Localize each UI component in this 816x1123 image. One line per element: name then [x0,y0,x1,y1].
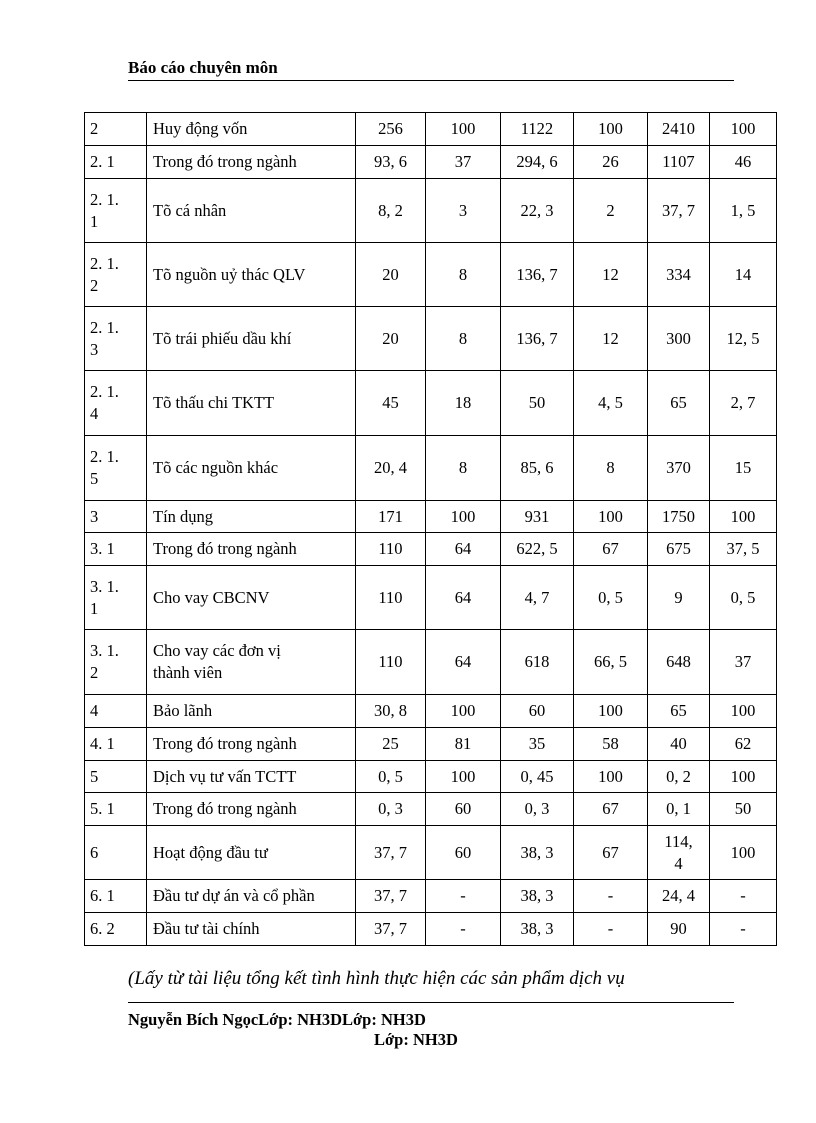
table-row [85,728,777,761]
value-cell: 114, 4 [648,826,710,880]
value-cell: 12, 5 [710,307,777,371]
table-row [85,371,777,436]
table-row [85,826,777,880]
value-cell: 110 [356,630,426,695]
row-number-cell: 6. 1 [85,880,147,913]
value-cell: 37, 5 [710,533,777,566]
value-cell: 931 [501,501,574,533]
value-cell: 22, 3 [501,179,574,243]
table-row [85,436,777,501]
table-row [85,630,777,695]
value-cell: 1122 [501,113,574,146]
value-cell: 50 [710,793,777,826]
value-cell: 40 [648,728,710,761]
value-cell: 37, 7 [356,826,426,880]
value-cell: 4, 5 [574,371,648,436]
value-cell: 38, 3 [501,826,574,880]
value-cell: 60 [426,826,501,880]
value-cell: 62 [710,728,777,761]
value-cell: 46 [710,146,777,179]
row-number-cell: 3 [85,501,147,533]
value-cell: 0, 1 [648,793,710,826]
row-name-cell: Tõ nguồn uỷ thác QLV [147,243,356,307]
value-cell: 64 [426,630,501,695]
value-cell: 90 [648,913,710,946]
value-cell: 60 [426,793,501,826]
row-name-cell: Bảo lãnh [147,695,356,728]
value-cell: 2410 [648,113,710,146]
row-number-cell: 2. 1. 2 [85,243,147,307]
value-cell: 2 [574,179,648,243]
value-cell: 100 [426,761,501,793]
value-cell: 0, 45 [501,761,574,793]
footer-rule [128,1002,734,1003]
row-name-cell: Tín dụng [147,501,356,533]
value-cell: 67 [574,826,648,880]
value-cell: 1750 [648,501,710,533]
value-cell: 334 [648,243,710,307]
value-cell: 136, 7 [501,307,574,371]
value-cell: 0, 5 [574,566,648,630]
row-name-cell: Cho vay các đơn vị thành viên [147,630,356,695]
value-cell: 37, 7 [648,179,710,243]
value-cell: 0, 3 [501,793,574,826]
row-name-cell: Tõ thấu chi TKTT [147,371,356,436]
value-cell: 18 [426,371,501,436]
table-row [85,761,777,793]
value-cell: 100 [574,695,648,728]
value-cell: 9 [648,566,710,630]
value-cell: 20, 4 [356,436,426,501]
header-rule [128,80,734,81]
value-cell: 37, 7 [356,913,426,946]
value-cell: 618 [501,630,574,695]
value-cell: 85, 6 [501,436,574,501]
value-cell: - [574,880,648,913]
value-cell: 14 [710,243,777,307]
value-cell: 24, 4 [648,880,710,913]
value-cell: 110 [356,533,426,566]
value-cell: 15 [710,436,777,501]
row-name-cell: Đầu tư dự án và cổ phần [147,880,356,913]
value-cell: 136, 7 [501,243,574,307]
value-cell: 294, 6 [501,146,574,179]
value-cell: - [426,913,501,946]
table-row [85,533,777,566]
table-row [85,695,777,728]
row-name-cell: Huy động vốn [147,113,356,146]
row-number-cell: 5. 1 [85,793,147,826]
value-cell: 25 [356,728,426,761]
value-cell: 100 [426,501,501,533]
page-header-title: Báo cáo chuyên môn [128,58,278,77]
value-cell: 675 [648,533,710,566]
value-cell: 100 [574,761,648,793]
value-cell: 8 [426,307,501,371]
row-number-cell: 2 [85,113,147,146]
row-number-cell: 6 [85,826,147,880]
row-number-cell: 2. 1. 3 [85,307,147,371]
value-cell: 100 [710,695,777,728]
row-number-cell: 2. 1 [85,146,147,179]
value-cell: 65 [648,371,710,436]
value-cell: 100 [710,113,777,146]
value-cell: 100 [710,761,777,793]
value-cell: 37 [426,146,501,179]
source-note: (Lấy từ tài liệu tổng kết tình hình thực hiện các sản phẩm dịch vụ [128,968,625,989]
row-number-cell: 3. 1. 1 [85,566,147,630]
value-cell: 648 [648,630,710,695]
row-name-cell: Tõ các nguồn khác [147,436,356,501]
row-name-cell: Trong đó trong ngành [147,793,356,826]
value-cell: 8, 2 [356,179,426,243]
value-cell: - [574,913,648,946]
table-row [85,146,777,179]
value-cell: 100 [710,826,777,880]
value-cell: 2, 7 [710,371,777,436]
value-cell: 37 [710,630,777,695]
value-cell: 38, 3 [501,913,574,946]
value-cell: 8 [426,243,501,307]
value-cell: - [710,913,777,946]
data-table [84,112,777,946]
footer-author-line: Nguyễn Bích NgọcLớp: NH3DLớp: NH3D [128,1010,426,1029]
row-name-cell: Tõ trái phiếu dầu khí [147,307,356,371]
value-cell: 93, 6 [356,146,426,179]
value-cell: 100 [574,501,648,533]
row-number-cell: 2. 1. 1 [85,179,147,243]
value-cell: 622, 5 [501,533,574,566]
row-number-cell: 5 [85,761,147,793]
value-cell: 20 [356,243,426,307]
value-cell: 0, 2 [648,761,710,793]
value-cell: 0, 5 [710,566,777,630]
value-cell: 65 [648,695,710,728]
value-cell: 12 [574,307,648,371]
row-name-cell: Hoạt động đầu tư [147,826,356,880]
value-cell: 300 [648,307,710,371]
value-cell: 35 [501,728,574,761]
value-cell: 8 [574,436,648,501]
value-cell: 3 [426,179,501,243]
value-cell: 171 [356,501,426,533]
value-cell: 64 [426,533,501,566]
row-name-cell: Trong đó trong ngành [147,146,356,179]
value-cell: 30, 8 [356,695,426,728]
value-cell: 8 [426,436,501,501]
value-cell: 37, 7 [356,880,426,913]
value-cell: 110 [356,566,426,630]
value-cell: 1, 5 [710,179,777,243]
value-cell: 0, 5 [356,761,426,793]
row-number-cell: 3. 1 [85,533,147,566]
row-number-cell: 6. 2 [85,913,147,946]
value-cell: 64 [426,566,501,630]
table-row [85,880,777,913]
row-number-cell: 4 [85,695,147,728]
value-cell: 50 [501,371,574,436]
value-cell: 38, 3 [501,880,574,913]
row-name-cell: Đầu tư tài chính [147,913,356,946]
value-cell: 4, 7 [501,566,574,630]
value-cell: 67 [574,793,648,826]
value-cell: 100 [574,113,648,146]
row-number-cell: 3. 1. 2 [85,630,147,695]
value-cell: 370 [648,436,710,501]
value-cell: 81 [426,728,501,761]
table-row [85,501,777,533]
value-cell: 256 [356,113,426,146]
row-number-cell: 2. 1. 4 [85,371,147,436]
value-cell: 45 [356,371,426,436]
value-cell: 100 [710,501,777,533]
value-cell: 0, 3 [356,793,426,826]
value-cell: - [710,880,777,913]
row-name-cell: Tõ cá nhân [147,179,356,243]
value-cell: 100 [426,113,501,146]
value-cell: 67 [574,533,648,566]
value-cell: 100 [426,695,501,728]
table-row [85,179,777,243]
table-row [85,566,777,630]
row-name-cell: Trong đó trong ngành [147,533,356,566]
table-body [85,113,777,946]
table-row [85,793,777,826]
footer-class-line: Lớp: NH3D [374,1030,458,1049]
row-name-cell: Trong đó trong ngành [147,728,356,761]
value-cell: 66, 5 [574,630,648,695]
value-cell: 20 [356,307,426,371]
value-cell: - [426,880,501,913]
row-name-cell: Dịch vụ tư vấn TCTT [147,761,356,793]
row-number-cell: 2. 1. 5 [85,436,147,501]
row-number-cell: 4. 1 [85,728,147,761]
table-row [85,913,777,946]
value-cell: 1107 [648,146,710,179]
table-row [85,243,777,307]
value-cell: 60 [501,695,574,728]
value-cell: 26 [574,146,648,179]
value-cell: 12 [574,243,648,307]
row-name-cell: Cho vay CBCNV [147,566,356,630]
table-row [85,113,777,146]
table-row [85,307,777,371]
value-cell: 58 [574,728,648,761]
